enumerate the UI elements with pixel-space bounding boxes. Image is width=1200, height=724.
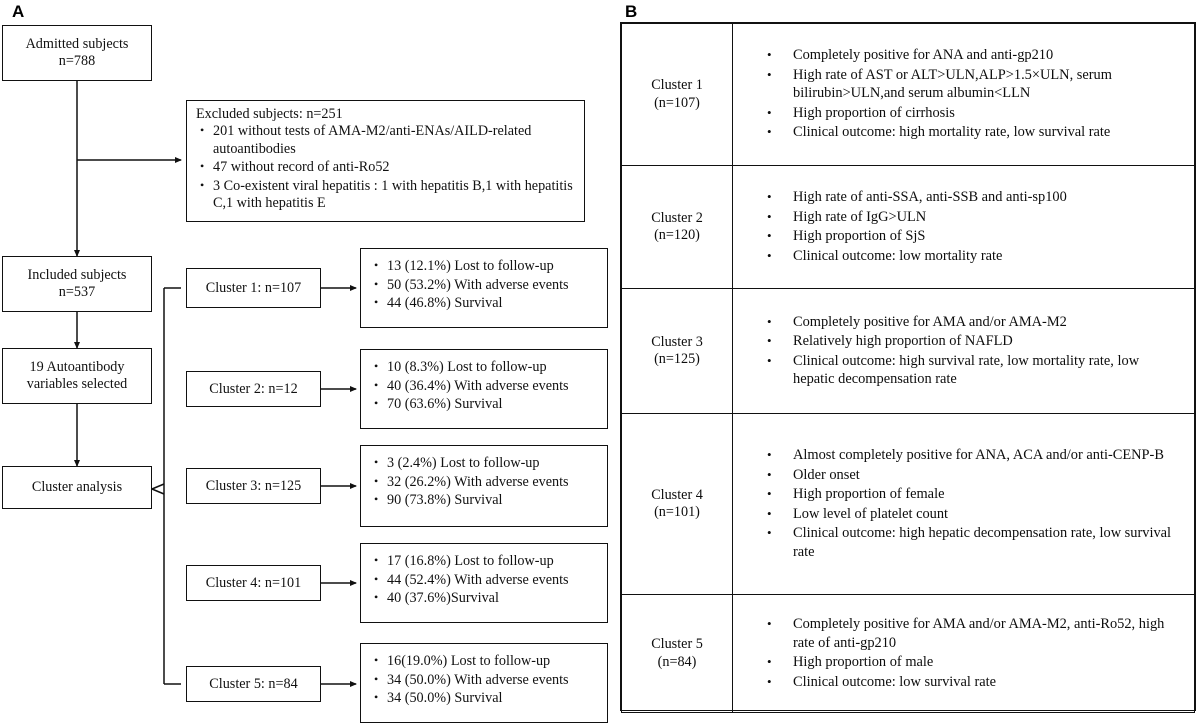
feature-list <box>737 615 1184 691</box>
list-item: • Clinical outcome: high survival rate, low mortality rate, low hepatic decompensation rate <box>793 352 1182 389</box>
box-autoantibody-variables <box>2 348 152 404</box>
included-line-1: Included subjects <box>27 267 127 283</box>
list-item: • Clinical outcome: high mortality rate, low survival rate <box>793 123 1182 142</box>
summary-table <box>621 23 1195 713</box>
box-cluster-5 <box>186 666 321 702</box>
list-item: • 34 (50.0%) With adverse events <box>387 672 601 690</box>
box-outcomes-cluster-1 <box>360 248 608 328</box>
excluded-heading: Excluded subjects: n=251 <box>196 106 343 122</box>
admitted-line-2: n=788 <box>58 53 96 69</box>
outcome-list-3 <box>361 455 607 510</box>
cluster-analysis-label: Cluster analysis <box>31 479 123 495</box>
outcome-list-2 <box>361 359 607 414</box>
cluster-n: (n=101) <box>654 504 700 520</box>
variables-line-1: 19 Autoantibody <box>29 359 125 375</box>
row-features-cluster-4 <box>733 414 1195 595</box>
table-row <box>622 595 1195 713</box>
cluster-3-label: Cluster 3: n=125 <box>205 477 302 494</box>
admitted-line-1: Admitted subjects <box>25 36 129 52</box>
row-label-cluster-1 <box>622 24 733 166</box>
list-item: • Clinical outcome: low mortality rate <box>793 247 1182 266</box>
cluster-n: (n=120) <box>654 227 700 243</box>
list-item: • 40 (37.6%)Survival <box>387 590 601 608</box>
table-row <box>622 166 1195 289</box>
list-item: • 17 (16.8%) Lost to follow-up <box>387 553 601 571</box>
box-outcomes-cluster-3 <box>360 445 608 527</box>
cluster-4-label: Cluster 4: n=101 <box>205 574 302 591</box>
box-outcomes-cluster-4 <box>360 543 608 623</box>
feature-list <box>737 46 1184 142</box>
list-item: • High proportion of female <box>793 485 1182 504</box>
feature-list <box>737 446 1184 561</box>
list-item: • High rate of anti-SSA, anti-SSB and anti-sp100 <box>793 188 1182 207</box>
feature-list <box>737 188 1184 265</box>
list-item: • Clinical outcome: high hepatic decompensation rate, low survival rate <box>793 524 1182 561</box>
list-item: • 3 (2.4%) Lost to follow-up <box>387 455 601 473</box>
cluster-name: Cluster 2 <box>651 209 703 226</box>
list-item: • 201 without tests of AMA-M2/anti-ENAs/AILD-related autoantibodies <box>213 123 578 158</box>
list-item: • 50 (53.2%) With adverse events <box>387 277 601 295</box>
list-item: • Completely positive for AMA and/or AMA-M2, anti-Ro52, high rate of anti-gp210 <box>793 615 1182 652</box>
list-item: • High rate of IgG>ULN <box>793 208 1182 227</box>
included-line-2: n=537 <box>58 284 96 300</box>
box-cluster-2 <box>186 371 321 407</box>
row-features-cluster-2 <box>733 166 1195 289</box>
list-item: • 10 (8.3%) Lost to follow-up <box>387 359 601 377</box>
list-item: • High proportion of cirrhosis <box>793 104 1182 123</box>
panel-label-b: B <box>625 2 638 21</box>
box-outcomes-cluster-2 <box>360 349 608 429</box>
row-features-cluster-1 <box>733 24 1195 166</box>
row-features-cluster-3 <box>733 289 1195 414</box>
row-label-cluster-2 <box>622 166 733 289</box>
box-included-subjects <box>2 256 152 312</box>
cluster-5-label: Cluster 5: n=84 <box>209 675 298 692</box>
outcome-list-5 <box>361 653 607 708</box>
list-item: • High rate of AST or ALT>ULN,ALP>1.5×ULN, serum bilirubin>ULN,and serum albumin<LLN <box>793 66 1182 103</box>
list-item: • Older onset <box>793 466 1182 485</box>
cluster-name: Cluster 5 <box>651 636 703 652</box>
list-item: • 16(19.0%) Lost to follow-up <box>387 653 601 671</box>
outcome-list-1 <box>361 258 607 313</box>
row-label-cluster-3 <box>622 289 733 414</box>
box-admitted-subjects <box>2 25 152 81</box>
feature-list <box>737 313 1184 389</box>
list-item: • Clinical outcome: low survival rate <box>793 673 1182 692</box>
list-item: • 90 (73.8%) Survival <box>387 492 601 510</box>
table-row <box>622 289 1195 414</box>
cluster-n: (n=84) <box>657 653 697 670</box>
list-item: • Almost completely positive for ANA, ACA and/or anti-CENP-B <box>793 446 1182 465</box>
cluster-n: (n=125) <box>654 351 700 367</box>
list-item: • 34 (50.0%) Survival <box>387 690 601 708</box>
variables-line-2: variables selected <box>26 376 128 392</box>
cluster-summary-table <box>620 22 1196 711</box>
cluster-name: Cluster 4 <box>651 486 703 503</box>
row-label-cluster-4 <box>622 414 733 595</box>
list-item: • 44 (52.4%) With adverse events <box>387 572 601 590</box>
list-item: • High proportion of SjS <box>793 227 1182 246</box>
box-outcomes-cluster-5 <box>360 643 608 723</box>
box-cluster-3 <box>186 468 321 504</box>
cluster-2-label: Cluster 2: n=12 <box>209 380 298 397</box>
box-cluster-4 <box>186 565 321 601</box>
list-item: • Low level of platelet count <box>793 505 1182 524</box>
excluded-list <box>187 123 584 213</box>
box-excluded-subjects <box>186 100 585 222</box>
list-item: • 47 without record of anti-Ro52 <box>213 159 578 177</box>
cluster-1-label: Cluster 1: n=107 <box>205 279 302 296</box>
row-features-cluster-5 <box>733 595 1195 713</box>
list-item: • High proportion of male <box>793 653 1182 672</box>
box-cluster-analysis <box>2 466 152 509</box>
list-item: • Relatively high proportion of NAFLD <box>793 332 1182 351</box>
cluster-name: Cluster 1 <box>651 77 703 93</box>
row-label-cluster-5 <box>622 595 733 713</box>
list-item: • 70 (63.6%) Survival <box>387 396 601 414</box>
list-item: • Completely positive for ANA and anti-gp210 <box>793 46 1182 65</box>
list-item: • Completely positive for AMA and/or AMA-M2 <box>793 313 1182 332</box>
list-item: • 32 (26.2%) With adverse events <box>387 474 601 492</box>
outcome-list-4 <box>361 553 607 608</box>
list-item: • 13 (12.1%) Lost to follow-up <box>387 258 601 276</box>
cluster-n: (n=107) <box>654 94 700 111</box>
list-item: • 3 Co-existent viral hepatitis : 1 with hepatitis B,1 with hepatitis C,1 with hepatitis E <box>213 178 578 213</box>
box-cluster-1 <box>186 268 321 308</box>
table-row <box>622 24 1195 166</box>
table-row <box>622 414 1195 595</box>
cluster-name: Cluster 3 <box>651 333 703 350</box>
list-item: • 44 (46.8%) Survival <box>387 295 601 313</box>
panel-label-a: A <box>12 2 25 21</box>
list-item: • 40 (36.4%) With adverse events <box>387 378 601 396</box>
